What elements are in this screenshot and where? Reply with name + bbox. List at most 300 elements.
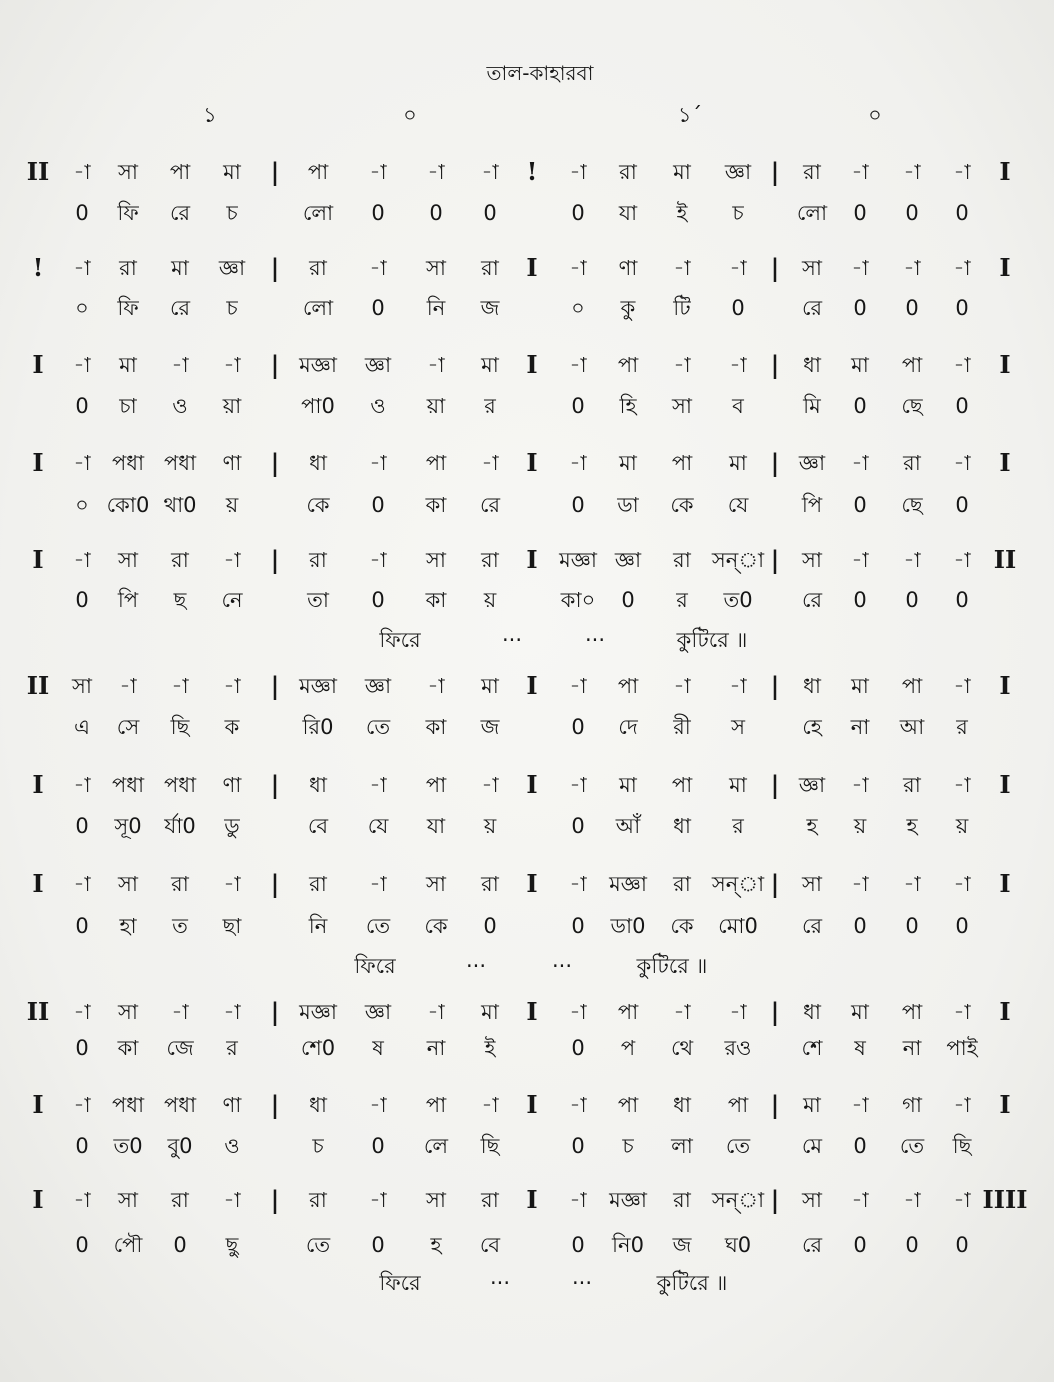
- swara-note: সা: [426, 872, 446, 896]
- lyric-syllable: লো: [796, 201, 828, 225]
- barline: I: [999, 869, 1011, 898]
- lyric-syllable: 0: [853, 1134, 867, 1158]
- swara-note: রা: [309, 256, 327, 280]
- swara-note: সা: [802, 548, 822, 572]
- swara-note: -া: [903, 1188, 921, 1212]
- lyric-syllable: ০: [75, 493, 89, 517]
- swara-note: -া: [569, 872, 587, 896]
- swara-note: -া: [73, 1188, 91, 1212]
- lyric-syllable: 0: [955, 493, 969, 517]
- swara-note: -া: [73, 160, 91, 184]
- lyric-syllable: 0: [571, 493, 585, 517]
- lyric-syllable: 0: [955, 914, 969, 938]
- lyric-syllable: 0: [483, 201, 497, 225]
- beat-marker: ১: [203, 103, 217, 127]
- swara-note: -া: [953, 1188, 971, 1212]
- lyric-syllable: 0: [853, 201, 867, 225]
- swara-note: ণা: [222, 773, 242, 797]
- swara-note: রা: [903, 451, 921, 475]
- swara-note: পা: [617, 353, 639, 377]
- swara-note: রা: [673, 548, 691, 572]
- swara-note: -া: [673, 1000, 691, 1024]
- swara-note: -া: [851, 1093, 869, 1117]
- swara-note: সা: [426, 548, 446, 572]
- lyric-syllable: রি0: [302, 715, 334, 739]
- lyric-syllable: ও: [172, 394, 188, 418]
- lyric-syllable: রে: [801, 588, 823, 612]
- swara-note: মা: [481, 353, 499, 377]
- barline: I: [526, 1090, 538, 1119]
- swara-note: পা: [617, 1093, 639, 1117]
- swara-note: -া: [369, 256, 387, 280]
- lyric-syllable: 0: [429, 201, 443, 225]
- barline: I: [526, 997, 538, 1026]
- lyric-syllable: মো0: [718, 914, 758, 938]
- swara-note: রা: [903, 773, 921, 797]
- swara-note: মজ্ঞা: [299, 1000, 337, 1024]
- lyric-syllable: 0: [371, 588, 385, 612]
- lyric-syllable: লো: [302, 201, 334, 225]
- beat-marker: ০: [403, 103, 417, 127]
- swara-note: মা: [803, 1093, 821, 1117]
- barline: |: [770, 770, 780, 799]
- lyric-syllable: 0: [371, 201, 385, 225]
- lyric-syllable: চ: [732, 201, 744, 225]
- swara-note: সা: [802, 1188, 822, 1212]
- swara-note: সন্া: [711, 1188, 765, 1212]
- swara-note: -া: [903, 160, 921, 184]
- lyric-syllable: এ: [74, 715, 90, 739]
- lyric-syllable: ঘ0: [724, 1233, 752, 1257]
- lyric-syllable: 0: [853, 394, 867, 418]
- barline: |: [270, 350, 280, 379]
- swara-note: সন্া: [711, 872, 765, 896]
- lyric-syllable: 0: [75, 814, 89, 838]
- barline: |: [770, 157, 780, 186]
- lyric-syllable: ছা: [222, 914, 242, 938]
- swara-note: -া: [481, 451, 499, 475]
- lyric-syllable: সা: [672, 394, 692, 418]
- lyric-syllable: রে: [169, 296, 191, 320]
- lyric-syllable: লা: [671, 1134, 693, 1158]
- lyric-syllable: নি: [308, 914, 328, 938]
- swara-note: মা: [119, 353, 137, 377]
- swara-note: গা: [902, 1093, 922, 1117]
- swara-note: রা: [171, 872, 189, 896]
- swara-note: -া: [953, 773, 971, 797]
- swara-note: রা: [119, 256, 137, 280]
- swara-note: -া: [903, 548, 921, 572]
- lyric-syllable: যে: [367, 814, 389, 838]
- barline: |: [270, 997, 280, 1026]
- lyric-syllable: 0: [621, 588, 635, 612]
- barline: |: [270, 1185, 280, 1214]
- swara-note: ধা: [803, 674, 821, 698]
- swara-note: -া: [953, 548, 971, 572]
- swara-note: -া: [569, 1188, 587, 1212]
- lyric-syllable: কা: [425, 588, 447, 612]
- lyric-syllable: 0: [371, 1134, 385, 1158]
- lyric-syllable: পা0: [301, 394, 335, 418]
- lyric-syllable: 0: [955, 296, 969, 320]
- swara-note: ধা: [803, 1000, 821, 1024]
- swara-note: -া: [223, 1188, 241, 1212]
- lyric-syllable: কা: [425, 715, 447, 739]
- swara-note: রা: [481, 872, 499, 896]
- lyric-syllable: 0: [371, 493, 385, 517]
- lyric-syllable: যে: [727, 493, 749, 517]
- lyric-syllable: না: [426, 1036, 446, 1060]
- barline: I: [32, 545, 44, 574]
- lyric-syllable: 0: [571, 1036, 585, 1060]
- barline: II: [993, 545, 1017, 574]
- swara-note: -া: [673, 353, 691, 377]
- lyric-syllable: 0: [905, 914, 919, 938]
- swara-note: -া: [569, 674, 587, 698]
- swara-note: পা: [169, 160, 191, 184]
- barline: |: [270, 1090, 280, 1119]
- lyric-syllable: য়: [483, 814, 497, 838]
- barline: |: [770, 869, 780, 898]
- swara-note: পধা: [111, 1093, 145, 1117]
- lyric-syllable: 0: [955, 201, 969, 225]
- lyric-syllable: 0: [853, 296, 867, 320]
- swara-note: -া: [953, 1000, 971, 1024]
- swara-note: পধা: [111, 773, 145, 797]
- swara-note: -া: [73, 256, 91, 280]
- swara-note: জ্ঞা: [364, 674, 392, 698]
- swara-note: ণা: [618, 256, 638, 280]
- lyric-syllable: ই: [676, 201, 688, 225]
- swara-note: মজ্ঞা: [609, 1188, 647, 1212]
- lyric-syllable: 0: [75, 588, 89, 612]
- swara-note: -া: [171, 353, 189, 377]
- lyric-syllable: ও: [370, 394, 386, 418]
- lyric-syllable: য়: [955, 814, 969, 838]
- lyric-syllable: 0: [571, 1233, 585, 1257]
- lyric-syllable: 0: [75, 914, 89, 938]
- lyric-syllable: ছি: [170, 715, 190, 739]
- swara-note: -া: [73, 1000, 91, 1024]
- swara-note: -া: [73, 451, 91, 475]
- lyric-syllable: ডা0: [610, 914, 646, 938]
- lyric-syllable: মে: [801, 1134, 823, 1158]
- swara-note: -া: [171, 1000, 189, 1024]
- swara-note: মজ্ঞা: [299, 353, 337, 377]
- barline: |: [270, 448, 280, 477]
- swara-note: মজ্ঞা: [299, 674, 337, 698]
- swara-note: রা: [309, 1188, 327, 1212]
- lyric-syllable: ফি: [117, 201, 139, 225]
- swara-note: জ্ঞা: [364, 1000, 392, 1024]
- swara-note: মা: [851, 353, 869, 377]
- swara-note: -া: [851, 1188, 869, 1212]
- swara-note: -া: [369, 451, 387, 475]
- lyric-syllable: না: [902, 1036, 922, 1060]
- lyric-syllable: পি: [801, 493, 823, 517]
- barline: I: [526, 545, 538, 574]
- swara-note: সা: [802, 256, 822, 280]
- lyric-syllable: কা: [425, 493, 447, 517]
- lyric-syllable: মি: [803, 394, 821, 418]
- barline: |: [770, 1185, 780, 1214]
- swara-note: ধা: [673, 1093, 691, 1117]
- barline: |: [270, 671, 280, 700]
- barline: !: [32, 253, 44, 282]
- lyric-syllable: লো: [302, 296, 334, 320]
- lyric-syllable: চ: [312, 1134, 324, 1158]
- refrain-word: ···: [584, 628, 606, 652]
- lyric-syllable: ক: [224, 715, 240, 739]
- lyric-syllable: য়: [225, 493, 239, 517]
- lyric-syllable: হ: [430, 1233, 442, 1257]
- swara-note: -া: [569, 1093, 587, 1117]
- swara-note: -া: [903, 872, 921, 896]
- lyric-syllable: ই: [484, 1036, 496, 1060]
- lyric-syllable: ষ: [372, 1036, 384, 1060]
- swara-note: -া: [729, 674, 747, 698]
- swara-note: মা: [481, 1000, 499, 1024]
- swara-note: -া: [481, 1093, 499, 1117]
- lyric-syllable: র: [676, 588, 688, 612]
- swara-note: ধা: [309, 773, 327, 797]
- swara-note: ধা: [309, 1093, 327, 1117]
- refrain-word: কুটিরে ॥: [656, 1271, 728, 1295]
- lyric-syllable: 0: [853, 588, 867, 612]
- barline: !: [526, 157, 538, 186]
- lyric-syllable: 0: [173, 1233, 187, 1257]
- lyric-syllable: 0: [371, 296, 385, 320]
- swara-note: জ্ঞা: [364, 353, 392, 377]
- lyric-syllable: থা0: [163, 493, 197, 517]
- swara-note: মা: [851, 674, 869, 698]
- lyric-syllable: 0: [905, 201, 919, 225]
- barline: I: [526, 1185, 538, 1214]
- lyric-syllable: জ: [672, 1233, 692, 1257]
- lyric-syllable: রে: [169, 201, 191, 225]
- refrain-word: ···: [489, 1271, 511, 1295]
- swara-note: -া: [223, 353, 241, 377]
- swara-note: পা: [901, 1000, 923, 1024]
- lyric-syllable: 0: [731, 296, 745, 320]
- lyric-syllable: 0: [571, 394, 585, 418]
- swara-note: -া: [569, 256, 587, 280]
- swara-note: মা: [673, 160, 691, 184]
- swara-note: রা: [803, 160, 821, 184]
- beat-marker: ০: [868, 103, 882, 127]
- lyric-syllable: সূ0: [114, 814, 142, 838]
- lyric-syllable: তে: [305, 1233, 331, 1257]
- swara-note: পা: [671, 773, 693, 797]
- lyric-syllable: ও: [224, 1134, 240, 1158]
- barline: I: [32, 1185, 44, 1214]
- lyric-syllable: বে: [479, 1233, 501, 1257]
- swara-note: রা: [309, 872, 327, 896]
- swara-note: -া: [851, 160, 869, 184]
- lyric-syllable: কু: [620, 296, 636, 320]
- lyric-syllable: 0: [571, 715, 585, 739]
- refrain-word: ···: [501, 628, 523, 652]
- swara-note: -া: [427, 160, 445, 184]
- lyric-syllable: কা০: [560, 588, 596, 612]
- lyric-syllable: কো0: [106, 493, 150, 517]
- lyric-syllable: হ: [806, 814, 818, 838]
- barline: I: [526, 671, 538, 700]
- lyric-syllable: চা: [119, 394, 137, 418]
- swara-note: সা: [118, 1188, 138, 1212]
- swara-note: -া: [673, 674, 691, 698]
- swara-note: সা: [118, 160, 138, 184]
- swara-note: সা: [72, 674, 92, 698]
- beat-marker: ১´: [677, 103, 703, 127]
- lyric-syllable: ডু: [224, 814, 240, 838]
- swara-note: রা: [309, 548, 327, 572]
- lyric-syllable: রে: [801, 1233, 823, 1257]
- swara-note: -া: [369, 1093, 387, 1117]
- swara-note: -া: [729, 1000, 747, 1024]
- swara-note: পা: [617, 1000, 639, 1024]
- barline: I: [999, 770, 1011, 799]
- swara-note: -া: [73, 353, 91, 377]
- refrain-word: ফিরে: [379, 628, 421, 652]
- lyric-syllable: রে: [479, 493, 501, 517]
- swara-note: -া: [569, 160, 587, 184]
- swara-note: জ্ঞা: [798, 451, 826, 475]
- swara-note: -া: [953, 1093, 971, 1117]
- swara-note: পা: [425, 773, 447, 797]
- barline: |: [770, 253, 780, 282]
- lyric-syllable: 0: [955, 1233, 969, 1257]
- refrain-word: কুটিরে ॥: [636, 954, 708, 978]
- barline: I: [32, 448, 44, 477]
- barline: IIII: [982, 1185, 1028, 1214]
- lyric-syllable: প: [620, 1036, 636, 1060]
- barline: I: [526, 869, 538, 898]
- barline: |: [770, 671, 780, 700]
- swara-note: পা: [425, 1093, 447, 1117]
- swara-note: রা: [673, 1188, 691, 1212]
- swara-note: মজ্ঞা: [609, 872, 647, 896]
- swara-note: মা: [729, 773, 747, 797]
- lyric-syllable: 0: [75, 1134, 89, 1158]
- lyric-syllable: নি0: [612, 1233, 644, 1257]
- refrain-word: ···: [571, 1271, 593, 1295]
- lyric-syllable: 0: [571, 1134, 585, 1158]
- lyric-syllable: 0: [905, 296, 919, 320]
- barline: |: [270, 869, 280, 898]
- lyric-syllable: আ: [899, 715, 925, 739]
- lyric-syllable: য়: [853, 814, 867, 838]
- lyric-syllable: জ: [480, 296, 500, 320]
- swara-note: -া: [73, 773, 91, 797]
- swara-note: -া: [953, 674, 971, 698]
- swara-note: রা: [619, 160, 637, 184]
- lyric-syllable: 0: [955, 588, 969, 612]
- lyric-syllable: ছু: [225, 1233, 239, 1257]
- lyric-syllable: হে: [802, 715, 822, 739]
- lyric-syllable: থে: [670, 1036, 694, 1060]
- barline: I: [32, 350, 44, 379]
- swara-note: পা: [727, 1093, 749, 1117]
- lyric-syllable: র: [226, 1036, 238, 1060]
- lyric-syllable: 0: [853, 1233, 867, 1257]
- lyric-syllable: র: [484, 394, 496, 418]
- swara-note: জ্ঞা: [218, 256, 246, 280]
- swara-note: সা: [802, 872, 822, 896]
- swara-note: -া: [851, 872, 869, 896]
- barline: |: [770, 350, 780, 379]
- lyric-syllable: পৌ: [113, 1233, 143, 1257]
- refrain-word: ···: [551, 954, 573, 978]
- barline: I: [526, 350, 538, 379]
- lyric-syllable: 0: [571, 914, 585, 938]
- lyric-syllable: চ: [622, 1134, 634, 1158]
- swara-note: মা: [851, 1000, 869, 1024]
- lyric-syllable: 0: [571, 201, 585, 225]
- lyric-syllable: ০: [75, 296, 89, 320]
- lyric-syllable: 0: [75, 394, 89, 418]
- lyric-syllable: ছি: [480, 1134, 500, 1158]
- swara-note: পধা: [163, 451, 197, 475]
- barline: II: [26, 671, 50, 700]
- swara-note: -া: [851, 451, 869, 475]
- swara-note: রা: [481, 256, 499, 280]
- swara-note: -া: [569, 451, 587, 475]
- barline: II: [26, 157, 50, 186]
- lyric-syllable: স: [731, 715, 745, 739]
- swara-note: পা: [901, 674, 923, 698]
- swara-note: -া: [673, 256, 691, 280]
- lyric-syllable: কে: [424, 914, 448, 938]
- lyric-syllable: ব: [732, 394, 744, 418]
- lyric-syllable: রে: [801, 296, 823, 320]
- swara-note: জ্ঞা: [614, 548, 642, 572]
- barline: I: [999, 253, 1011, 282]
- barline: I: [526, 448, 538, 477]
- lyric-syllable: য়া: [426, 394, 446, 418]
- barline: I: [999, 671, 1011, 700]
- lyric-syllable: না: [850, 715, 870, 739]
- lyric-syllable: নি: [426, 296, 446, 320]
- lyric-syllable: যা: [618, 201, 638, 225]
- lyric-syllable: সে: [116, 715, 140, 739]
- swara-note: -া: [481, 160, 499, 184]
- lyric-syllable: জে: [166, 1036, 194, 1060]
- barline: I: [999, 350, 1011, 379]
- lyric-syllable: বে: [307, 814, 329, 838]
- lyric-syllable: তে: [899, 1134, 925, 1158]
- barline: |: [270, 770, 280, 799]
- barline: |: [770, 545, 780, 574]
- barline: |: [770, 1090, 780, 1119]
- swara-note: -া: [369, 548, 387, 572]
- barline: I: [32, 1090, 44, 1119]
- swara-note: পা: [671, 451, 693, 475]
- barline: I: [32, 869, 44, 898]
- lyric-syllable: তে: [365, 914, 391, 938]
- lyric-syllable: শে: [801, 1036, 823, 1060]
- swara-note: রা: [171, 1188, 189, 1212]
- lyric-syllable: ষ: [854, 1036, 866, 1060]
- swara-note: রা: [481, 548, 499, 572]
- swara-note: -া: [903, 256, 921, 280]
- lyric-syllable: ধা: [673, 814, 691, 838]
- swara-note: সা: [426, 256, 446, 280]
- swara-note: পা: [617, 674, 639, 698]
- lyric-syllable: বু0: [167, 1134, 193, 1158]
- swara-note: জ্ঞা: [724, 160, 752, 184]
- lyric-syllable: ছি: [952, 1134, 972, 1158]
